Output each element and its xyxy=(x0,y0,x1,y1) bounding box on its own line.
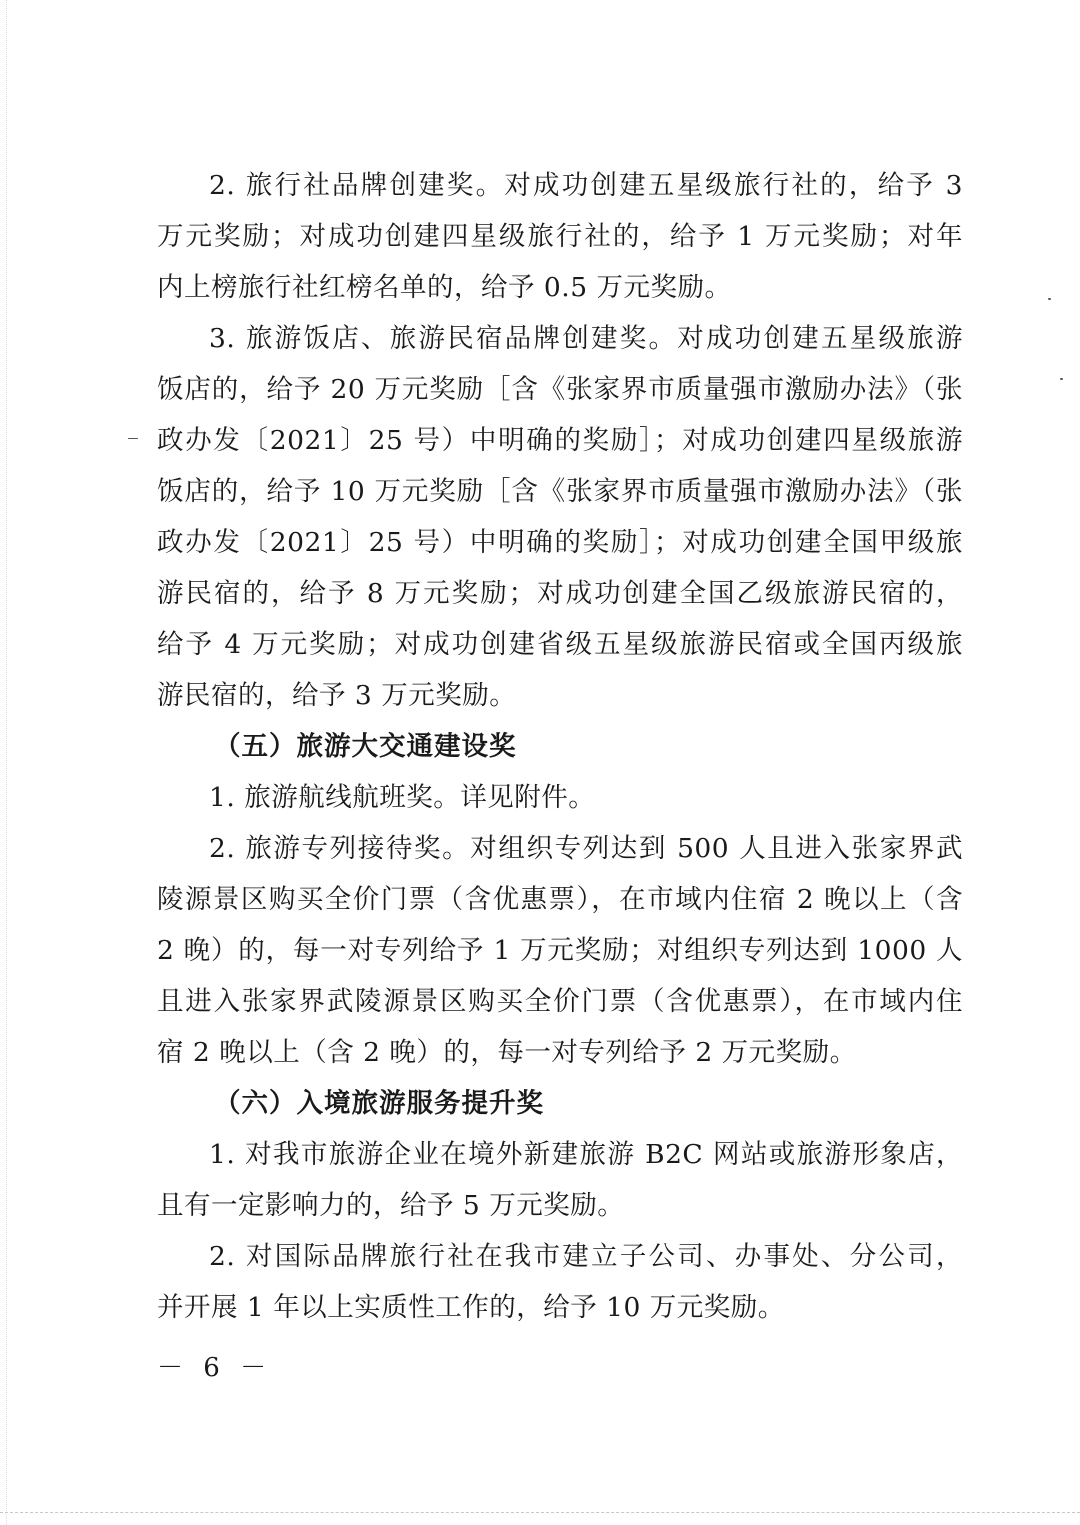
section-heading-inbound-tourism: （六）入境旅游服务提升奖 xyxy=(214,1088,544,1119)
section-heading-transport: （五）旅游大交通建设奖 xyxy=(214,731,517,762)
text-line: 政办发〔2021〕25 号）中明确的奖励］；对成功创建全国甲级旅 xyxy=(157,527,963,558)
text-line: 政办发〔2021〕25 号）中明确的奖励］；对成功创建四星级旅游 xyxy=(157,425,963,456)
text-line: 陵源景区购买全价门票（含优惠票），在市域内住宿 2 晚以上（含 xyxy=(157,884,963,915)
text-line: 游民宿的，给予 8 万元奖励；对成功创建全国乙级旅游民宿的， xyxy=(157,578,963,609)
text-line: 内上榜旅行社红榜名单的，给予 0.5 万元奖励。 xyxy=(157,272,732,303)
text-line: 2. 旅游专列接待奖。对组织专列达到 500 人且进入张家界武 xyxy=(209,833,963,864)
text-line: 宿 2 晚以上（含 2 晚）的，每一对专列给予 2 万元奖励。 xyxy=(157,1037,857,1068)
text-line: 游民宿的，给予 3 万元奖励。 xyxy=(157,680,517,711)
scan-speck xyxy=(1048,298,1051,300)
text-line: 2 晚）的，每一对专列给予 1 万元奖励；对组织专列达到 1000 人 xyxy=(157,935,963,966)
text-line: 3. 旅游饭店、旅游民宿品牌创建奖。对成功创建五星级旅游 xyxy=(209,323,963,354)
scan-speck xyxy=(128,438,138,439)
scan-speck xyxy=(1060,378,1063,380)
scan-binding-edge xyxy=(6,0,8,1525)
text-line: 万元奖励；对成功创建四星级旅行社的，给予 1 万元奖励；对年 xyxy=(157,221,963,252)
text-line: 饭店的，给予 20 万元奖励［含《张家界市质量强市激励办法》（张 xyxy=(157,374,963,405)
page-number: － 6 － xyxy=(157,1353,273,1383)
scan-bottom-edge xyxy=(0,1512,1080,1514)
text-line: 给予 4 万元奖励；对成功创建省级五星级旅游民宿或全国丙级旅 xyxy=(157,629,963,660)
text-line: 且有一定影响力的，给予 5 万元奖励。 xyxy=(157,1190,625,1221)
text-line: 并开展 1 年以上实质性工作的，给予 10 万元奖励。 xyxy=(157,1292,785,1323)
text-line: 1. 对我市旅游企业在境外新建旅游 B2C 网站或旅游形象店， xyxy=(209,1139,963,1170)
text-line: 2. 对国际品牌旅行社在我市建立子公司、办事处、分公司， xyxy=(209,1241,963,1272)
text-line: 且进入张家界武陵源景区购买全价门票（含优惠票），在市域内住 xyxy=(157,986,963,1017)
text-line: 2. 旅行社品牌创建奖。对成功创建五星级旅行社的，给予 3 xyxy=(209,170,963,201)
text-line: 饭店的，给予 10 万元奖励［含《张家界市质量强市激励办法》（张 xyxy=(157,476,963,507)
paragraph-flight-route: 1. 旅游航线航班奖。详见附件。 xyxy=(209,782,596,813)
